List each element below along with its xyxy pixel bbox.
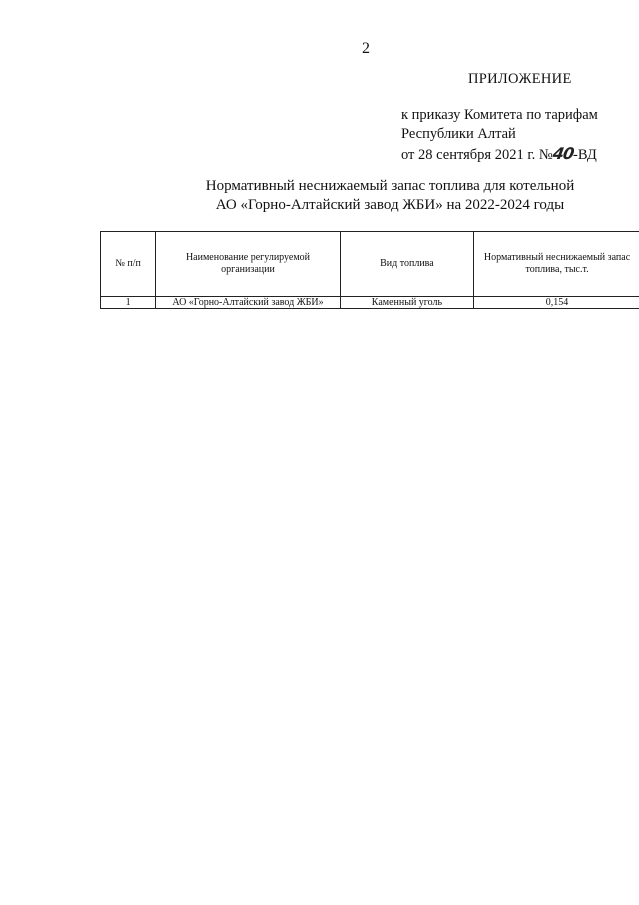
cell-number: 1 [101, 297, 156, 309]
order-line-3 [401, 144, 598, 165]
order-line-2: Республики Алтай [401, 126, 516, 142]
cell-fuel-type: Каменный уголь [340, 297, 473, 309]
header-fuel-type: Вид топлива [340, 232, 473, 297]
table-row [101, 297, 639, 309]
header-organization: Наименование регулируемой организации [156, 232, 341, 297]
document-title-line-1: Нормативный неснижаемый запас топлива для котельной [205, 178, 575, 194]
header-reserve: Нормативный неснижаемый запас топлива, тыс.т. [474, 232, 639, 297]
order-reference [401, 106, 598, 165]
document-title-line-2: АО «Горно-Алтайский завод ЖБИ» на 2022-2024 годы [215, 197, 565, 213]
fuel-reserve-table [100, 231, 639, 309]
cell-organization: АО «Горно-Алтайский завод ЖБИ» [156, 297, 341, 309]
page-number: 2 [362, 40, 370, 57]
header-number: № п/п [101, 232, 156, 297]
order-date-prefix: от 28 сентября 2021 г. № [401, 147, 553, 163]
handwritten-order-number: 40 [551, 144, 575, 163]
cell-reserve: 0,154 [474, 297, 639, 309]
document-title [170, 177, 610, 215]
order-suffix: -ВД [572, 147, 597, 163]
order-line-1: к приказу Комитета по тарифам [401, 107, 598, 123]
appendix-title: ПРИЛОЖЕНИЕ [468, 71, 572, 87]
table-header-row [101, 232, 639, 297]
